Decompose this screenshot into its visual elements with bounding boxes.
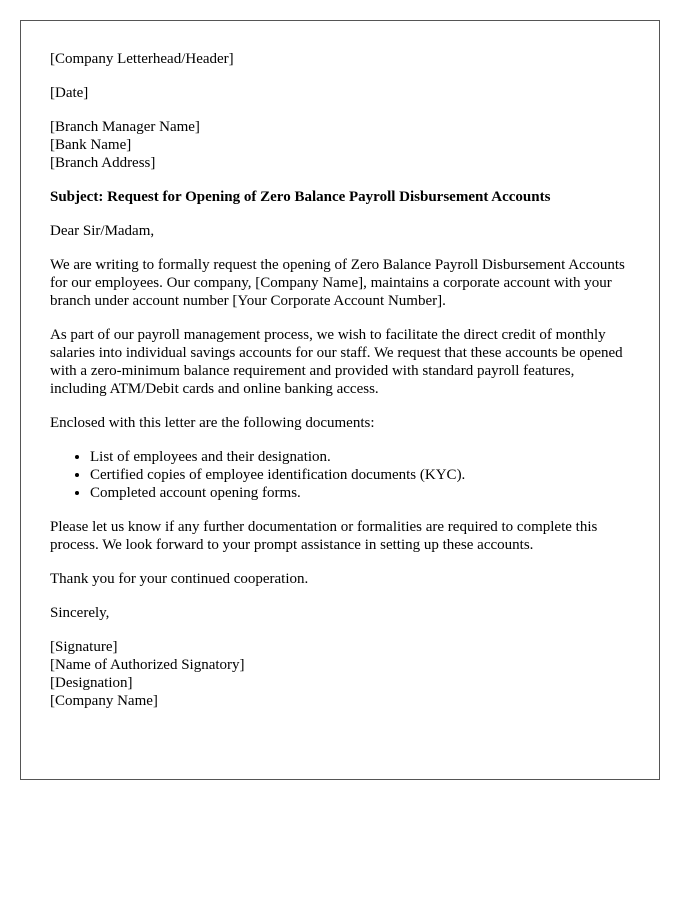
body-paragraph-intro: We are writing to formally request the opening of Zero Balance Payroll Disbursement Accounts for our employees. Our company, [Company Name], maintains a corporate account with your branch under account number [Your Corporate Account Number]. (50, 257, 625, 309)
list-item: • Completed account opening forms. (90, 484, 631, 502)
recipient-bank: [Bank Name] (50, 137, 132, 153)
list-item: • Certified copies of employee identification documents (KYC). (90, 466, 631, 484)
signoff: Sincerely, (50, 605, 110, 621)
letter-page (20, 20, 660, 780)
subject-line: Subject: Request for Opening of Zero Balance Payroll Disbursement Accounts (50, 189, 551, 205)
letterhead: [Company Letterhead/Header] (50, 51, 234, 67)
signatory-designation: [Designation] (50, 675, 133, 691)
signatory-company: [Company Name] (50, 693, 158, 709)
recipient-manager: [Branch Manager Name] (50, 119, 200, 135)
recipient-address: [Branch Address] (50, 155, 156, 171)
signature-placeholder: [Signature] (50, 639, 118, 655)
body-paragraph-request: As part of our payroll management process, we wish to facilitate the direct credit of monthly salaries into individual savings accounts for our staff. We request that these accounts be opened with a zero-minimum balance requirement and provided with standard payroll features, including ATM/Debit cards and online banking access. (50, 327, 623, 397)
list-item: • List of employees and their designation. (90, 448, 631, 466)
thanks-line: Thank you for your continued cooperation. (50, 571, 309, 587)
signatory-name: [Name of Authorized Signatory] (50, 657, 245, 673)
enclosure-list (50, 448, 631, 502)
recipient-block (50, 118, 631, 172)
closing-paragraph: Please let us know if any further documentation or formalities are required to complete this process. We look forward to your prompt assistance in setting up these accounts. (50, 519, 598, 553)
body-paragraph-enclosures: Enclosed with this letter are the following documents: (50, 415, 375, 431)
signature-block (50, 638, 631, 710)
letter-date: [Date] (50, 85, 89, 101)
salutation: Dear Sir/Madam, (50, 223, 155, 239)
